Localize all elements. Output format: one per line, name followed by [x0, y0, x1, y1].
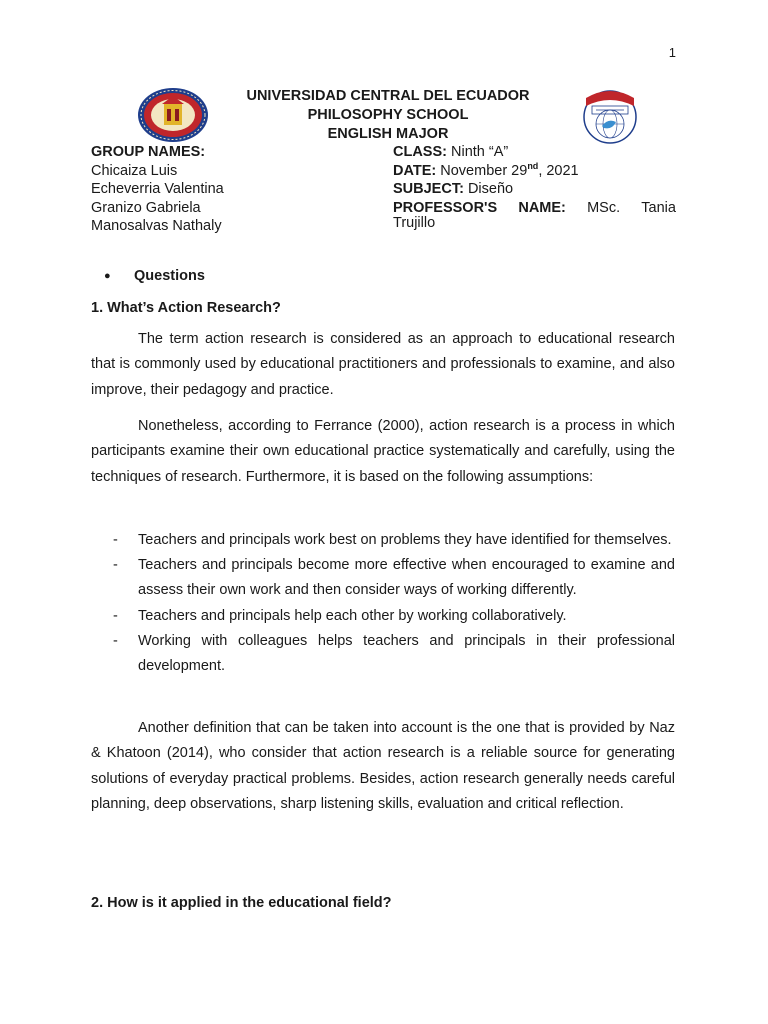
- section1-heading: 1. What’s Action Research?: [91, 300, 281, 316]
- bullet-dot-icon: ●: [104, 270, 111, 282]
- dash-marker: -: [113, 557, 118, 574]
- professor-label-name: NAME:: [518, 199, 566, 216]
- page-number: 1: [668, 45, 676, 60]
- assumption-text: Teachers and principals work best on problems they have identified for themselves.: [138, 532, 672, 548]
- group-member: Manosalvas Nathaly: [91, 218, 222, 234]
- dash-marker: -: [113, 607, 118, 624]
- professor-first-name: Tania: [641, 199, 676, 216]
- date-year: , 2021: [538, 162, 579, 179]
- class-value: Ninth “A”: [451, 144, 509, 160]
- section2-heading: 2. How is it applied in the educational field?: [91, 895, 392, 911]
- subject-label: SUBJECT:: [393, 181, 464, 197]
- questions-bullet: [104, 268, 205, 284]
- section1-paragraph-3: Another definition that can be taken into account is the one that is provided by Naz & Khatoon (2014), who consider that action research is a reliable source for generating solutions of everyday practical problems. Besides, action research generally needs careful planning, deep observations, sharp listening skills, evaluation and critical reflection.: [91, 720, 675, 812]
- assumption-text: Teachers and principals become more effective when encouraged to examine and assess their own work and then consider ways of working differently.: [138, 557, 675, 599]
- date-label: DATE:: [393, 162, 437, 179]
- professor-label: PROFESSOR'S: [393, 199, 498, 216]
- assumption-text: Working with colleagues helps teachers and principals in their professional development.: [138, 632, 675, 675]
- list-item: [91, 553, 675, 603]
- group-member: Chicaiza Luis: [91, 162, 178, 179]
- assumption-text: Teachers and principals help each other by working collaboratively.: [138, 607, 567, 624]
- date-ordinal: nd: [527, 160, 539, 171]
- section1-paragraph-2: Nonetheless, according to Ferrance (2000), action research is a process in which participants examine their own educational practice systematically and carefully, using the techniques of research. Furthermore, it is based on the following assumptions:: [91, 418, 675, 485]
- subject-value: Diseño: [467, 181, 514, 197]
- list-item: [91, 604, 675, 629]
- date-value: November 29: [440, 162, 528, 179]
- dash-marker: -: [113, 632, 118, 649]
- list-item: [91, 629, 675, 679]
- professor-last-name: Trujillo: [393, 215, 436, 231]
- group-member: Echeverria Valentina: [91, 181, 224, 197]
- section1-paragraph-1: The term action research is considered as an approach to educational research that is commonly used by educational practitioners and professionals to examine, and also improve, their pedagogy and practice.: [91, 331, 675, 398]
- header-title: [0, 87, 768, 144]
- group-names-label: GROUP NAMES:: [91, 144, 206, 160]
- major-name: ENGLISH MAJOR: [327, 126, 449, 142]
- class-label: CLASS:: [393, 144, 447, 160]
- assumptions-list: [91, 528, 675, 679]
- group-member: Granizo Gabriela: [91, 199, 201, 216]
- group-names-block: [91, 143, 224, 236]
- professor-title: MSc.: [587, 199, 621, 216]
- questions-label: Questions: [134, 268, 205, 284]
- school-name: PHILOSOPHY SCHOOL: [307, 107, 469, 123]
- dash-marker: -: [113, 532, 118, 548]
- list-item: [91, 528, 675, 553]
- class-info-block: [393, 143, 676, 233]
- university-name: UNIVERSIDAD CENTRAL DEL ECUADOR: [246, 88, 530, 104]
